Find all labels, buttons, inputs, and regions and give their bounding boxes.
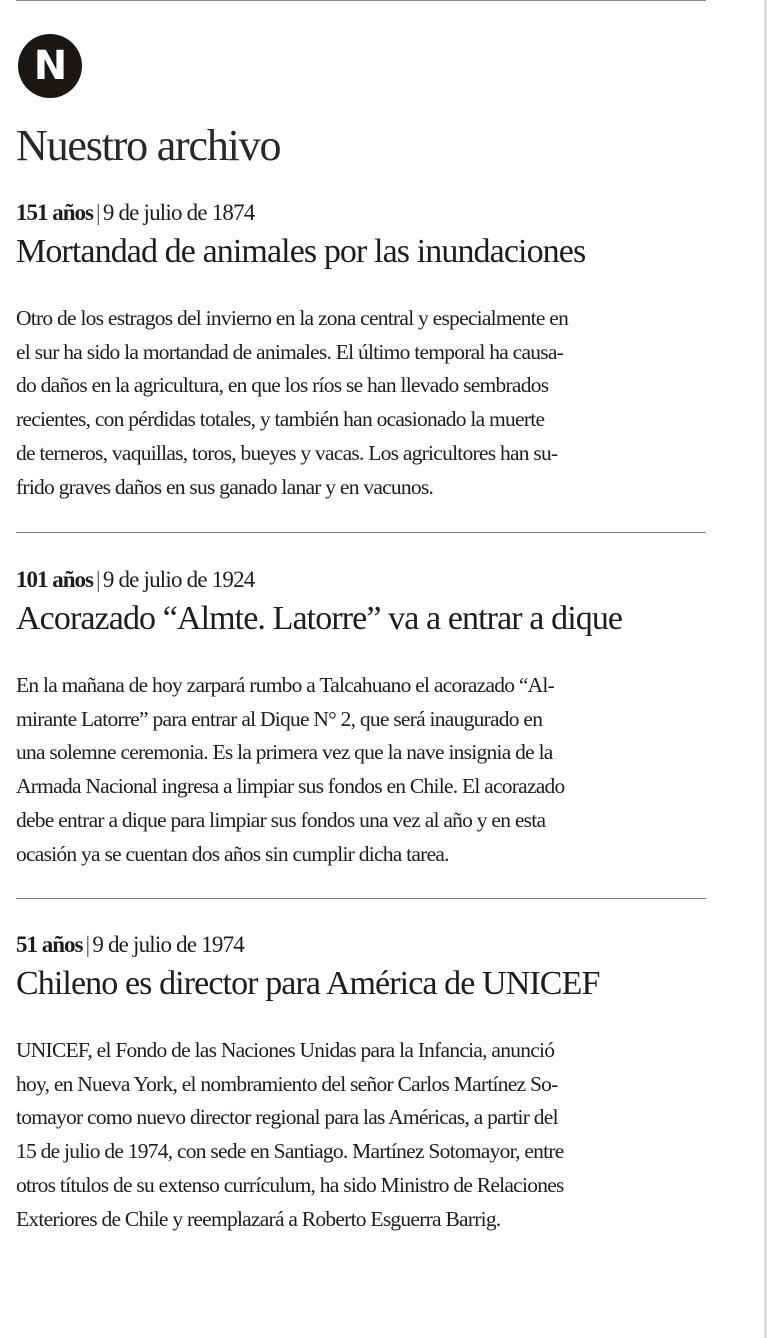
body-line: hoy, en Nueva York, el nombramiento del señor Carlos Martínez So-: [16, 1071, 558, 1096]
article-headline: Mortandad de animales por las inundaciones: [16, 233, 586, 270]
body-line: En la mañana de hoy zarpará rumbo a Talcahuano el acorazado “Al-: [16, 673, 555, 697]
article-body: [16, 669, 706, 871]
badge-letter: N: [33, 43, 67, 89]
section-badge: [18, 34, 82, 98]
article-meta: [16, 930, 706, 960]
archive-article: [16, 198, 706, 504]
body-line: de terneros, vaquillas, toros, bueyes y vacas. Los agricultores han su-: [16, 440, 558, 465]
article-date: 9 de julio de 1874: [102, 200, 255, 225]
article-years: 151 años: [16, 200, 93, 225]
article-body: [16, 302, 706, 504]
body-line: mirante Latorre” para entrar al Dique N° 2, que será inaugurado en: [16, 706, 543, 731]
body-line: do daños en la agricultura, en que los ríos se han llevado sembrados: [16, 373, 549, 398]
body-line: recientes, con pérdidas totales, y también han ocasionado la muerte: [16, 407, 545, 432]
body-line: Armada Nacional ingresa a limpiar sus fondos en Chile. El acorazado: [16, 774, 565, 799]
meta-separator: |: [96, 200, 100, 225]
article-date: 9 de julio de 1974: [92, 932, 245, 957]
meta-separator: |: [96, 567, 100, 592]
body-line: el sur ha sido la mortandad de animales. El último temporal ha causa-: [16, 339, 564, 364]
body-line: UNICEF, el Fondo de las Naciones Unidas para la Infancia, anunció: [16, 1038, 555, 1062]
article-years: 101 años: [16, 567, 93, 592]
section-title: Nuestro archivo: [16, 121, 281, 170]
archive-article: [16, 930, 706, 1236]
article-date: 9 de julio de 1924: [102, 567, 255, 592]
article-meta: [16, 198, 706, 228]
body-line: Otro de los estragos del invierno en la zona central y especialmente en: [16, 306, 569, 330]
article-headline: Acorazado “Almte. Latorre” va a entrar a dique: [16, 600, 623, 637]
article-headline: Chileno es director para América de UNICEF: [16, 965, 600, 1002]
article-years: 51 años: [16, 932, 83, 957]
body-line: ocasión ya se cuentan dos años sin cumplir dicha tarea.: [16, 841, 449, 866]
archive-article: [16, 565, 706, 871]
body-line: debe entrar a dique para limpiar sus fondos una vez al año y en esta: [16, 807, 546, 832]
article-divider: [16, 898, 706, 899]
body-line: una solemne ceremonia. Es la primera vez que la nave insignia de la: [16, 740, 553, 765]
body-line: 15 de julio de 1974, con sede en Santiago. Martínez Sotomayor, entre: [16, 1139, 564, 1164]
article-divider: [16, 532, 706, 533]
page-edge: [764, 0, 767, 1338]
meta-separator: |: [85, 932, 90, 957]
body-line: otros títulos de su extenso currículum, ha sido Ministro de Relaciones: [16, 1172, 564, 1197]
article-body: [16, 1034, 706, 1236]
top-rule: [16, 0, 706, 1]
body-line: tomayor como nuevo director regional para las Américas, a partir del: [16, 1105, 558, 1130]
body-line: frido graves daños en sus ganado lanar y en vacunos.: [16, 474, 434, 499]
body-line: Exteriores de Chile y reemplazará a Roberto Esguerra Barrig.: [16, 1206, 501, 1231]
article-meta: [16, 565, 706, 595]
